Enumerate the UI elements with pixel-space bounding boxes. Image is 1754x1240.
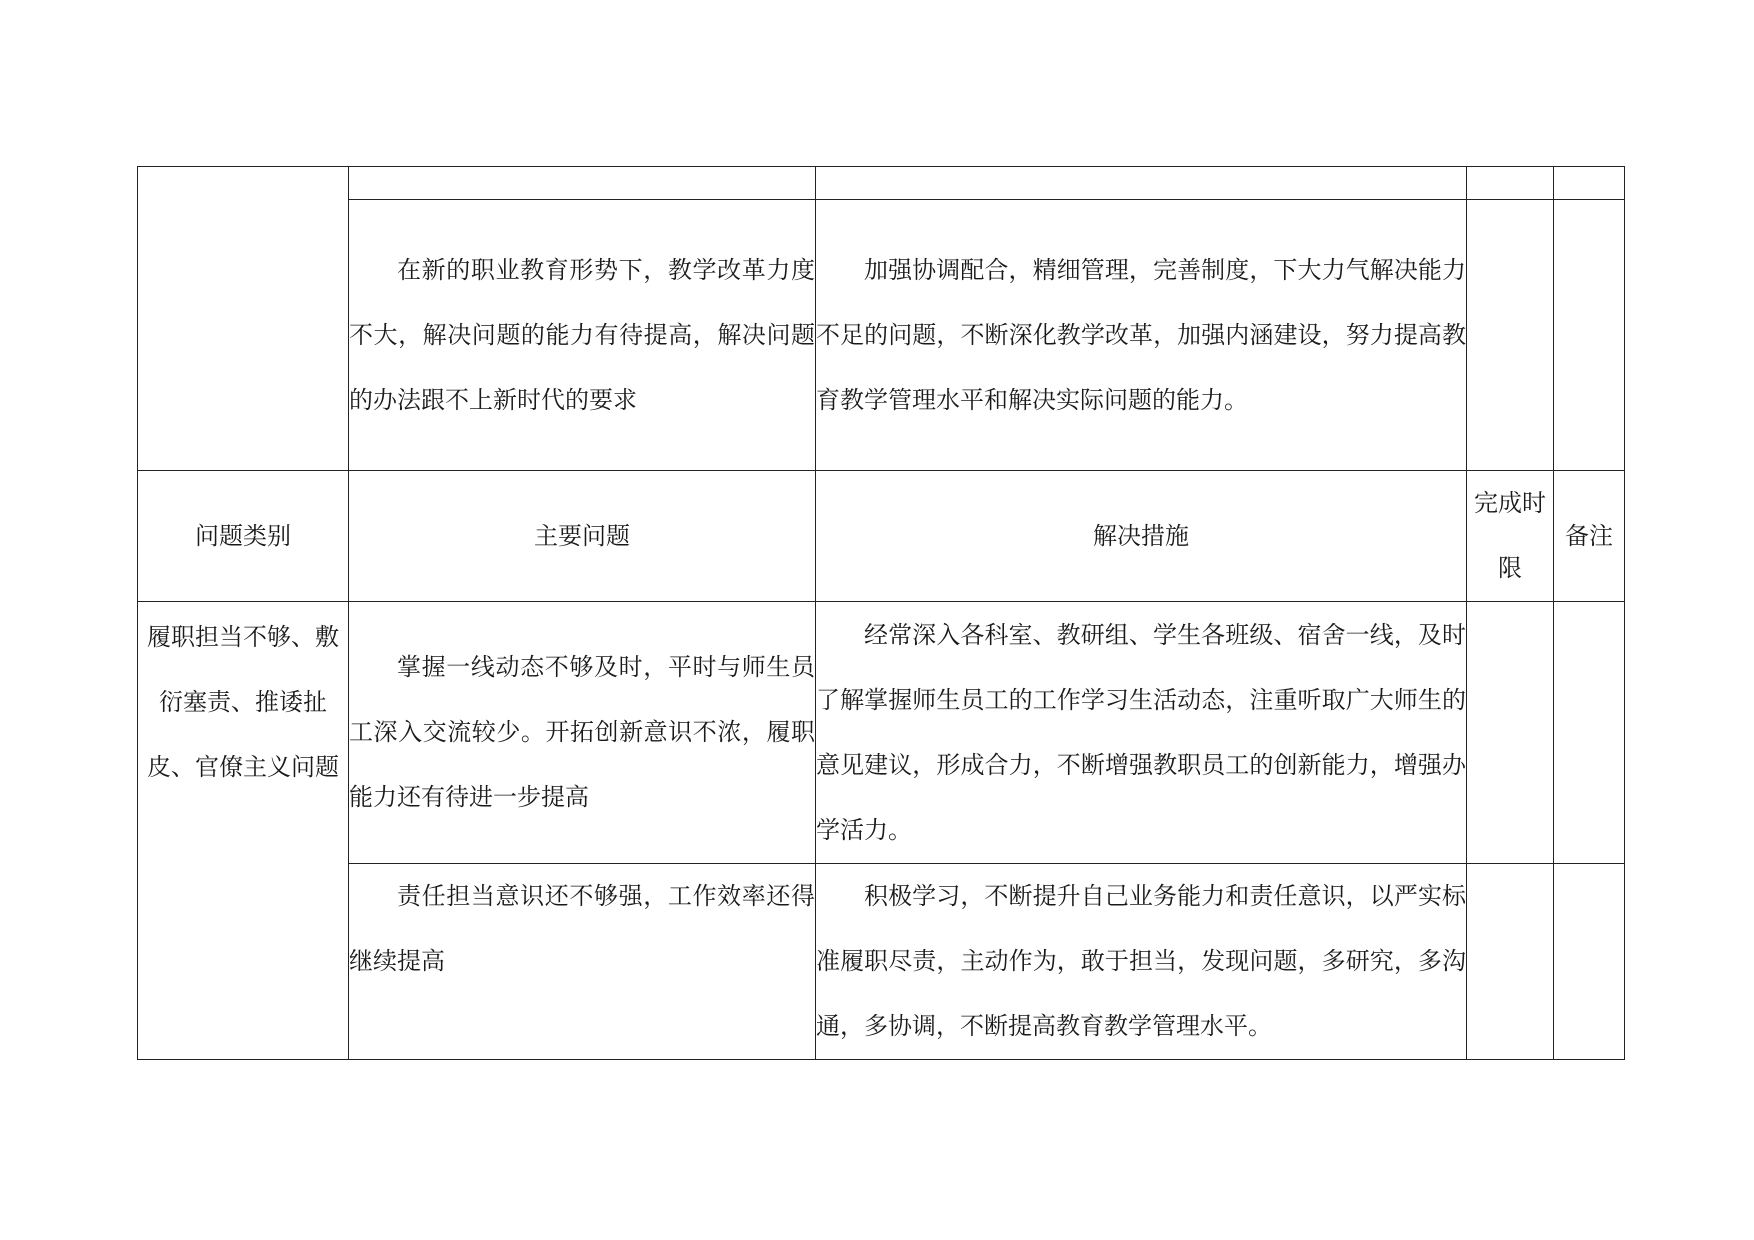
remarks-cell bbox=[1554, 864, 1625, 1060]
problem-cell: 掌握一线动态不够及时，平时与师生员工深入交流较少。开拓创新意识不浓，履职能力还有待进一步提高 bbox=[349, 602, 816, 864]
table-row bbox=[138, 602, 1625, 864]
header-remarks: 备注 bbox=[1554, 471, 1625, 602]
continued-empty-row bbox=[138, 167, 1625, 200]
remarks-cell bbox=[1554, 200, 1625, 471]
header-category: 问题类别 bbox=[138, 471, 349, 602]
problem-rectification-table bbox=[137, 166, 1625, 1060]
empty-cell bbox=[349, 167, 816, 200]
problem-cell: 责任担当意识还不够强，工作效率还得继续提高 bbox=[349, 864, 816, 1060]
measures-cell: 加强协调配合，精细管理，完善制度，下大力气解决能力不足的问题，不断深化教学改革，加强内涵建设，努力提高教育教学管理水平和解决实际问题的能力。 bbox=[816, 200, 1467, 471]
header-row bbox=[138, 471, 1625, 602]
category-cell: 履职担当不够、敷衍塞责、推诿扯皮、官僚主义问题 bbox=[138, 602, 349, 1060]
deadline-cell bbox=[1467, 864, 1554, 1060]
table-row bbox=[138, 864, 1625, 1060]
empty-cell bbox=[1467, 167, 1554, 200]
header-problem: 主要问题 bbox=[349, 471, 816, 602]
continued-category-cell bbox=[138, 167, 349, 471]
empty-cell bbox=[1554, 167, 1625, 200]
continued-row bbox=[138, 200, 1625, 471]
measures-cell: 经常深入各科室、教研组、学生各班级、宿舍一线，及时了解掌握师生员工的工作学习生活动态，注重听取广大师生的意见建议，形成合力，不断增强教职员工的创新能力，增强办学活力。 bbox=[816, 602, 1467, 864]
deadline-cell bbox=[1467, 200, 1554, 471]
header-deadline: 完成时限 bbox=[1467, 471, 1554, 602]
empty-cell bbox=[816, 167, 1467, 200]
deadline-cell bbox=[1467, 602, 1554, 864]
header-measures: 解决措施 bbox=[816, 471, 1467, 602]
measures-cell: 积极学习，不断提升自己业务能力和责任意识，以严实标准履职尽责，主动作为，敢于担当，发现问题，多研究，多沟通，多协调，不断提高教育教学管理水平。 bbox=[816, 864, 1467, 1060]
problem-cell: 在新的职业教育形势下，教学改革力度不大，解决问题的能力有待提高，解决问题的办法跟不上新时代的要求 bbox=[349, 200, 816, 471]
remarks-cell bbox=[1554, 602, 1625, 864]
